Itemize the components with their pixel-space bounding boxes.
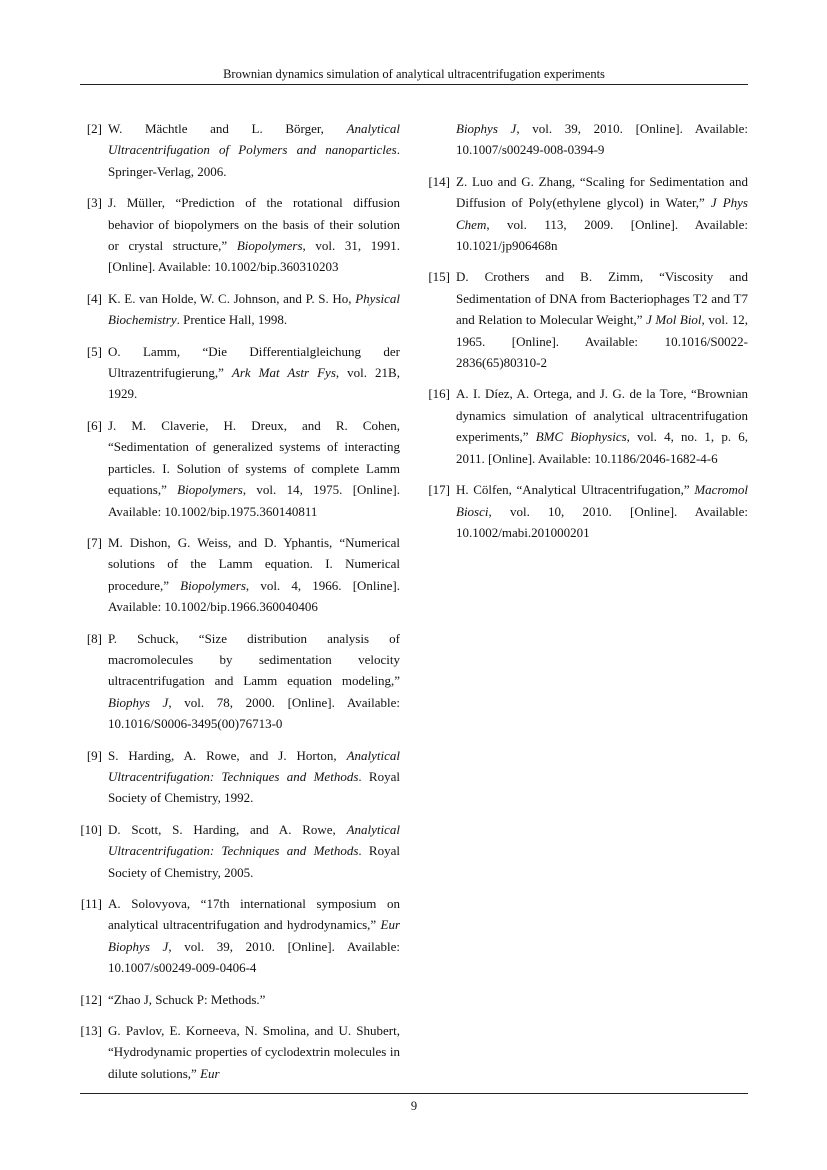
reference-number: [2]: [86, 121, 102, 136]
reference-number: [17]: [428, 482, 450, 498]
reference-italic-segment: Physical Biochemistry: [108, 290, 400, 328]
reference-item: [428, 266, 748, 373]
reference-item: [80, 192, 400, 278]
reference-segment: , vol. 31, 1991. [Online]. Available: 10.1002/bip.360310203: [108, 238, 400, 275]
reference-text: [108, 118, 400, 182]
page-number: 9: [410, 1099, 418, 1113]
reference-segment: K. E. van Holde, W. C. Johnson, and P. S. Ho,: [108, 290, 356, 306]
reference-segment: A. Solovyova, “17th international symposium on analytical ultracentrifugation and hydrodynamics,”: [108, 896, 400, 933]
reference-segment: , vol. 4, no. 1, p. 6, 2011. [Online]. Available: 10.1186/2046-1682-4-6: [456, 429, 748, 466]
reference-text: [108, 989, 400, 1010]
reference-italic-segment: Macromol Biosci: [456, 482, 748, 519]
reference-segment: W. Mächtle and L. Börger,: [108, 121, 347, 136]
reference-number: [7]: [86, 534, 102, 550]
reference-italic-segment: BMC Biophysics: [535, 429, 627, 445]
reference-item: [80, 415, 400, 522]
reference-number: [11]: [80, 896, 102, 911]
reference-number: [14]: [428, 173, 450, 189]
reference-segment: , vol. 113, 2009. [Online]. Available: 10.1021/jp906468n: [456, 216, 748, 254]
header-rule: [80, 84, 748, 85]
reference-segment: , vol. 10, 2010. [Online]. Available: 10.1002/mabi.201000201: [456, 503, 748, 540]
reference-segment: Z. Luo and G. Zhang, “Scaling for Sedimentation and Diffusion of Poly(ethylene glycol) in Water,”: [456, 173, 748, 211]
reference-number: [6]: [86, 417, 102, 433]
reference-number: [12]: [80, 991, 102, 1007]
reference-item: [80, 118, 400, 182]
reference-italic-segment: J Phys Chem: [456, 195, 748, 232]
reference-item: [428, 383, 748, 469]
reference-italic-segment: Biopolymers: [177, 482, 243, 498]
reference-text: [108, 341, 400, 405]
reference-segment: “Zhao J, Schuck P: Methods.”: [108, 991, 266, 1007]
reference-item: [80, 745, 400, 809]
reference-segment: G. Pavlov, E. Korneeva, N. Smolina, and U. Shubert, “Hydrodynamic properties of cyclodextrin molecules in dilute solutions,”: [108, 1023, 400, 1081]
reference-italic-segment: Biophys J: [108, 694, 169, 710]
reference-segment: D. Scott, S. Harding, and A. Rowe,: [108, 821, 347, 837]
reference-continuation: [428, 118, 748, 161]
reference-number: [13]: [80, 1023, 102, 1039]
reference-text: [108, 893, 400, 979]
reference-text: [108, 1020, 400, 1084]
reference-item: [80, 532, 400, 618]
reference-text: [108, 819, 400, 883]
reference-text: [108, 192, 400, 278]
reference-italic-segment: Eur Biophys J: [108, 917, 400, 954]
reference-item: [428, 479, 748, 543]
reference-number: [3]: [86, 195, 102, 211]
reference-text: [456, 171, 748, 257]
reference-italic-segment: Eur: [200, 1065, 220, 1081]
reference-segment: J. M. Claverie, H. Dreux, and R. Cohen, “Sedimentation of generalized systems of interacting particles. I. Solution of systems of complete Lamm equations,”: [108, 417, 400, 498]
reference-number: [16]: [428, 386, 450, 402]
reference-italic-segment: Ark Mat Astr Fys: [231, 365, 336, 381]
reference-segment: , vol. 4, 1966. [Online]. Available: 10.1002/bip.1966.360040406: [108, 577, 400, 615]
reference-segment: O. Lamm, “Die Differentialgleichung der Ultrazentrifugierung,”: [108, 343, 400, 381]
reference-text: [108, 745, 400, 809]
reference-italic-segment: Analytical Ultracentrifugation of Polymers and nanoparticles: [108, 121, 400, 158]
reference-item: [80, 288, 400, 331]
reference-segment: , vol. 14, 1975. [Online]. Available: 10.1002/bip.1975.360140811: [108, 482, 401, 519]
reference-italic-segment: J Mol Biol: [646, 312, 702, 328]
reference-number: [9]: [86, 747, 102, 763]
reference-italic-segment: Biopolymers: [180, 577, 246, 593]
reference-segment: , vol. 39, 2010. [Online]. Available: 10.1007/s00249-009-0406-4: [108, 938, 401, 976]
reference-segment: D. Crothers and B. Zimm, “Viscosity and Sedimentation of DNA from Bacteriophages T2 and T7 and Relation to Molecular Weight,”: [456, 269, 748, 328]
reference-item: [80, 341, 400, 405]
reference-segment: P. Schuck, “Size distribution analysis of macromolecules by sedimentation velocity ultracentrifugation and Lamm equation modeling,”: [108, 630, 400, 689]
reference-item: [80, 628, 400, 735]
reference-text: [108, 288, 400, 331]
reference-text: [108, 532, 400, 618]
reference-segment: , vol. 21B, 1929.: [108, 365, 400, 402]
reference-segment: . Royal Society of Chemistry, 2005.: [108, 843, 400, 880]
reference-segment: . Prentice Hall, 1998.: [176, 312, 288, 328]
reference-number: [15]: [428, 269, 450, 285]
reference-italic-segment: Analytical Ultracentrifugation: Techniques and Methods: [108, 747, 400, 784]
reference-text: [456, 479, 748, 543]
reference-segment: M. Dishon, G. Weiss, and D. Yphantis, “Numerical solutions of the Lamm equation. I. Numerical procedure,”: [108, 534, 400, 593]
reference-italic-segment: Biopolymers: [236, 238, 303, 254]
reference-segment: , vol. 12, 1965. [Online]. Available: 10.1016/S0022-2836(65)80310-2: [456, 312, 748, 371]
reference-text: [108, 628, 400, 735]
reference-item: [428, 171, 748, 257]
footer-rule: [80, 1093, 748, 1094]
references-left-column: [80, 118, 400, 1094]
reference-text: [108, 415, 400, 522]
reference-segment: , vol. 78, 2000. [Online]. Available: 10.1016/S0006-3495(00)76713-0: [108, 694, 401, 732]
reference-number: [4]: [86, 290, 102, 306]
reference-number: [10]: [80, 821, 102, 837]
running-header: Brownian dynamics simulation of analytical ultracentrifugation experiments: [223, 67, 605, 81]
reference-number: [8]: [86, 630, 102, 646]
reference-italic-segment: Biophys J: [456, 121, 517, 136]
reference-item: [80, 1020, 400, 1084]
reference-segment: , vol. 39, 2010. [Online]. Available: 10.1007/s00249-008-0394-9: [456, 121, 749, 158]
reference-segment: H. Cölfen, “Analytical Ultracentrifugation,”: [456, 482, 695, 498]
reference-text: [456, 118, 748, 161]
reference-segment: J. Müller, “Prediction of the rotational diffusion behavior of biopolymers on the basis of their solution or crystal structure,”: [108, 195, 400, 254]
reference-segment: S. Harding, A. Rowe, and J. Horton,: [108, 747, 347, 763]
reference-italic-segment: Analytical Ultracentrifugation: Techniques and Methods: [108, 821, 400, 859]
reference-segment: . Springer-Verlag, 2006.: [108, 142, 400, 179]
reference-text: [456, 383, 748, 469]
reference-item: [80, 893, 400, 979]
reference-text: [456, 266, 748, 373]
reference-item: [80, 989, 400, 1010]
reference-segment: . Royal Society of Chemistry, 1992.: [108, 768, 400, 806]
references-right-column: [428, 118, 748, 553]
reference-item: [80, 819, 400, 883]
reference-number: [5]: [86, 343, 102, 359]
reference-segment: A. I. Díez, A. Ortega, and J. G. de la Tore, “Brownian dynamics simulation of analytical ultracentrifugation experiments,”: [456, 386, 748, 445]
